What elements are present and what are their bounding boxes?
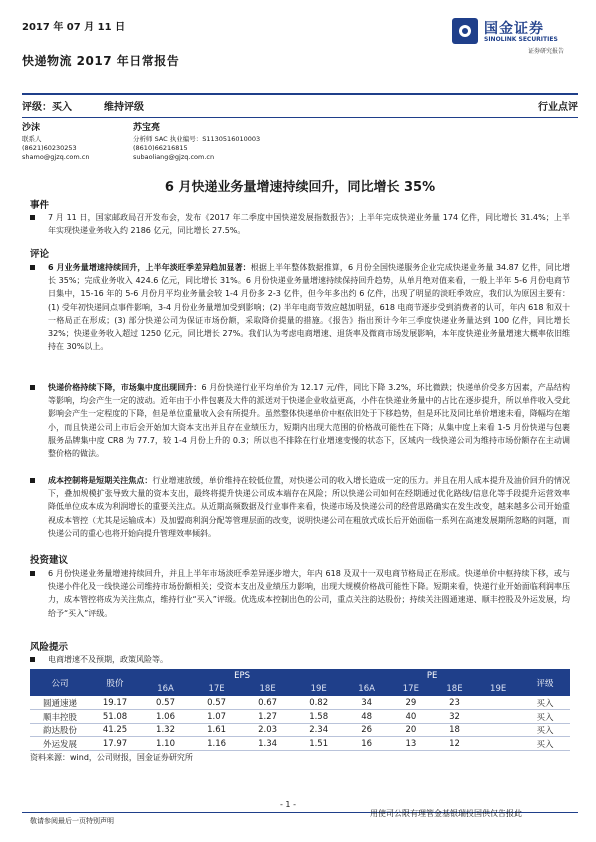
bullet-icon (30, 385, 35, 390)
logo-en: SINOLINK SECURITIES (484, 36, 558, 43)
col-company: 公司 (30, 669, 90, 696)
cell: 1.32 (140, 723, 191, 737)
comment-paragraph-2 (30, 381, 570, 460)
logo-cn: 国金证券 (484, 21, 544, 37)
cell: 1.58 (293, 710, 344, 724)
table-row (30, 710, 570, 724)
table-header-row (30, 669, 570, 683)
invest-paragraph (30, 567, 570, 620)
cell: 23 (433, 696, 477, 710)
cell: 顺丰控股 (30, 710, 90, 724)
logo-sub: 证券研究报告 (528, 48, 565, 55)
analyst-name: 苏宝亮 (133, 123, 161, 133)
analyst-phone: (8610)66216815 (133, 144, 188, 152)
analyst-email[interactable]: subaoliang@gjzq.com.cn (133, 153, 215, 161)
cell: 51.08 (90, 710, 140, 724)
section-risk-title: 风险提示 (30, 642, 69, 653)
cell: 16 (344, 737, 389, 751)
cell: 0.57 (140, 696, 191, 710)
cell: 买入 (520, 696, 570, 710)
cell: 1.07 (191, 710, 242, 724)
cell: 1.34 (242, 737, 293, 751)
cell: 41.25 (90, 723, 140, 737)
section-comment-title: 评论 (30, 249, 50, 260)
cell: 18 (433, 723, 477, 737)
risk-paragraph (30, 653, 570, 666)
headline: 6 月快递业务量增速持续回升，同比增长 35% (164, 180, 436, 195)
cell: 0.67 (242, 696, 293, 710)
logo-mark-icon (452, 18, 478, 44)
footer-watermark: 用使司公限有理管金基银瑞投国供仅告报此 (370, 809, 522, 818)
table-source: 资料来源：wind，公司财报，国金证券研究所 (30, 753, 193, 762)
cell: 2.03 (242, 723, 293, 737)
cell: 34 (344, 696, 389, 710)
rating-maintain: 维持评级 (104, 102, 144, 113)
analyst-role: 联系人 (22, 135, 42, 143)
cell: 圆通速递 (30, 696, 90, 710)
table-row (30, 737, 570, 751)
cell: 40 (389, 710, 433, 724)
cell-empty (476, 737, 520, 751)
p2-text: 6 月份快递行业平均单价为 12.17 元/件，同比下降 3.2%，环比微跌；快递单价受多方因素，产品结构等影响，均会产生一定的波动。近年由于小件包裹及大件的派送对于快递企业收益更高，小件在快递业务量中的占比在逐步提升，所以单件收入受此影响会产生一定程度的下降，但是单位重量收入会有所提升。虽然整体快递单价中枢依旧处于下移趋势，但是环比及同比单价增速未看，降幅均在缩小，而且快递公司上市后会开始加大资本支出并且存在业绩压力，短期内出现大范围的价格战可能性在下降；从集中度上来看 1-5 月份快递与包裹服务品牌集中度 CR8 为 77.7，较 1-4 月份上升的 0.3；所以也不排除在行业增速变慢的状态下，区域内一线快递公司为维持市场份额存在主动调整价格的做法。 (48, 383, 571, 459)
cell: 外运发展 (30, 737, 90, 751)
risk-text: 电商增速不及预期，政策风险等。 (48, 655, 168, 664)
event-paragraph (30, 211, 570, 237)
cell: 2.34 (293, 723, 344, 737)
cell: 32 (433, 710, 477, 724)
section-invest-title: 投资建议 (30, 555, 69, 566)
col-price: 股价 (90, 669, 140, 696)
p1-lead: 6 月业务量增速持续回升，上半年淡旺季差异趋加显著： (48, 263, 251, 272)
section-event-title: 事件 (30, 200, 50, 211)
col-eps: EPS (140, 669, 344, 683)
rating-row (22, 98, 578, 114)
year-cell: 18E (242, 683, 293, 697)
cell: 19.17 (90, 696, 140, 710)
cell: 1.06 (140, 710, 191, 724)
cell-empty (476, 723, 520, 737)
bullet-icon (30, 657, 35, 662)
cell: 0.82 (293, 696, 344, 710)
analyst-email[interactable]: shamo@gjzq.com.cn (22, 153, 90, 161)
rating-label: 评级：买入 (22, 102, 72, 113)
cell: 13 (389, 737, 433, 751)
company-logo (452, 18, 580, 58)
report-date: 2017 年 07 月 11 日 (22, 22, 126, 33)
bullet-icon (30, 571, 35, 576)
cell: 0.57 (191, 696, 242, 710)
analyst-1 (22, 124, 89, 162)
cell: 1.51 (293, 737, 344, 751)
p1-text: 根据上半年整体数据推算，6 月份全国快递服务企业完成快递业务量 34.87 亿件，同比增长 35%；完成业务收入 424.6 亿元，同比增长 31%。6 月份快递业务量增速持续保持回升趋势，从单月绝对值来看，一般上半年 5-6 月份电商节日集中，15-16 年的 5-6 月份月平均业务量会较 1-4 月份多 2-3 亿件，但今年多出约 6 亿件，出现了明显的淡旺季效应，我们认为原因主要有：(1) 受年初快递同点事件影响，3-4 月份业务量增加受到影响；(2) 半年电商节效应越加明显，618 电商节逐步受到消费者的认可，年内 618 和双十一格局正在形成；(3) 部分快递公司为保证市场份额，采取降价提量的措施。《报告》指出预计今年三季度快递业务量达到 100 亿件，同比增长 32%；快递业务收入超过 1250 亿元，同比增长 27%。我们认为考虑电商增速、退货率及微商市场发展影响，本年度快递业务量增速大概率依旧维持在 30%以上。 (48, 263, 570, 352)
col-pe: PE (344, 669, 520, 683)
cell: 48 (344, 710, 389, 724)
invest-text: 6 月份快递业务量增速持续回升，并且上半年市场淡旺季差异逐步增大，年内 618 及双十一双电商节格局正在形成。快递单价中枢持续下移，或与快递小件化及一线快递公司维持市场份额相关；受资本支出及业绩压力影响，出现大规模价格战可能性下降。短期来看，快递行业开始面临利润率压力，成本管控将成为关注焦点，维持行业“买入”评级。优选成本控制出色的公司，重点关注韵达股份；持续关注圆通速递、顺丰控股及外运发展，均给予“买入”评级。 (48, 569, 570, 618)
report-type: 行业点评 (538, 102, 578, 113)
cell: 买入 (520, 737, 570, 751)
p3-text: 行业增速放缓，单价维持在较低位置，对快递公司的收入增长造成一定的压力。并且在用人成本提升及油价回升的情况下，叠加规模扩张导致大量的资本支出，最终将提升快递公司成本端存在风险；所以快递公司如何在经期通过优化路线/信息化等手段提升运营效率降低单位成本成为利润增长的重要关注点。从近期高频数据及行业事件来看，快递市场及快递公司的经营思路确实在发生改变，越来越多公司开始重视成本管控（尤其是运输成本）及加盟商利润分配等管理层面的改变，说明快递公司在粗放式成长后开始面临一系列在高速发展期所忽略的问题，而快递公司的重心也将开始向提升管理效率倾斜。 (48, 476, 570, 538)
year-cell: 19E (476, 683, 520, 697)
p2-lead: 快递价格持续下降，市场集中度出现回升： (48, 383, 202, 392)
rating-divider (22, 117, 578, 118)
cell: 1.16 (191, 737, 242, 751)
table-row (30, 696, 570, 710)
cell: 买入 (520, 710, 570, 724)
comment-paragraph-1 (30, 261, 570, 353)
cell: 1.10 (140, 737, 191, 751)
cell-empty (476, 696, 520, 710)
cell: 1.27 (242, 710, 293, 724)
report-title: 快递物流 2017 年日常报告 (22, 54, 180, 68)
header-divider (22, 93, 578, 95)
bullet-icon (30, 215, 35, 220)
analyst-phone: (8621)60230253 (22, 144, 77, 152)
valuation-table (30, 669, 570, 751)
cell: 买入 (520, 723, 570, 737)
cell: 1.61 (191, 723, 242, 737)
cell: 韵达股份 (30, 723, 90, 737)
year-cell: 19E (293, 683, 344, 697)
cell: 26 (344, 723, 389, 737)
footer-disclaimer: 敬请参阅最后一页特别声明 (30, 817, 114, 825)
cell: 17.97 (90, 737, 140, 751)
cell: 29 (389, 696, 433, 710)
cell: 20 (389, 723, 433, 737)
cell: 12 (433, 737, 477, 751)
table-row (30, 723, 570, 737)
year-cell: 16A (140, 683, 191, 697)
event-text: 7 月 11 日，国家邮政局召开发布会，发布《2017 年二季度中国快递发展指数报告》；上半年完成快递业务量 174 亿件，同比增长 31.4%；上半年实现快递业务收入约 2186 亿元，同比增长 27.5%。 (48, 213, 570, 236)
analyst-name: 沙沫 (22, 123, 41, 133)
bullet-icon (30, 478, 35, 483)
year-cell: 18E (433, 683, 477, 697)
col-rating: 评级 (520, 669, 570, 696)
year-cell: 16A (344, 683, 389, 697)
page-number: - 1 - (280, 800, 296, 809)
cell-empty (476, 710, 520, 724)
analyst-role: 分析师 SAC 执业编号：S1130516010003 (133, 135, 261, 143)
year-cell: 17E (389, 683, 433, 697)
analyst-2 (133, 124, 260, 162)
year-cell: 17E (191, 683, 242, 697)
bullet-icon (30, 265, 35, 270)
p3-lead: 成本控制将是短期关注焦点： (48, 476, 153, 485)
comment-paragraph-3 (30, 474, 570, 540)
